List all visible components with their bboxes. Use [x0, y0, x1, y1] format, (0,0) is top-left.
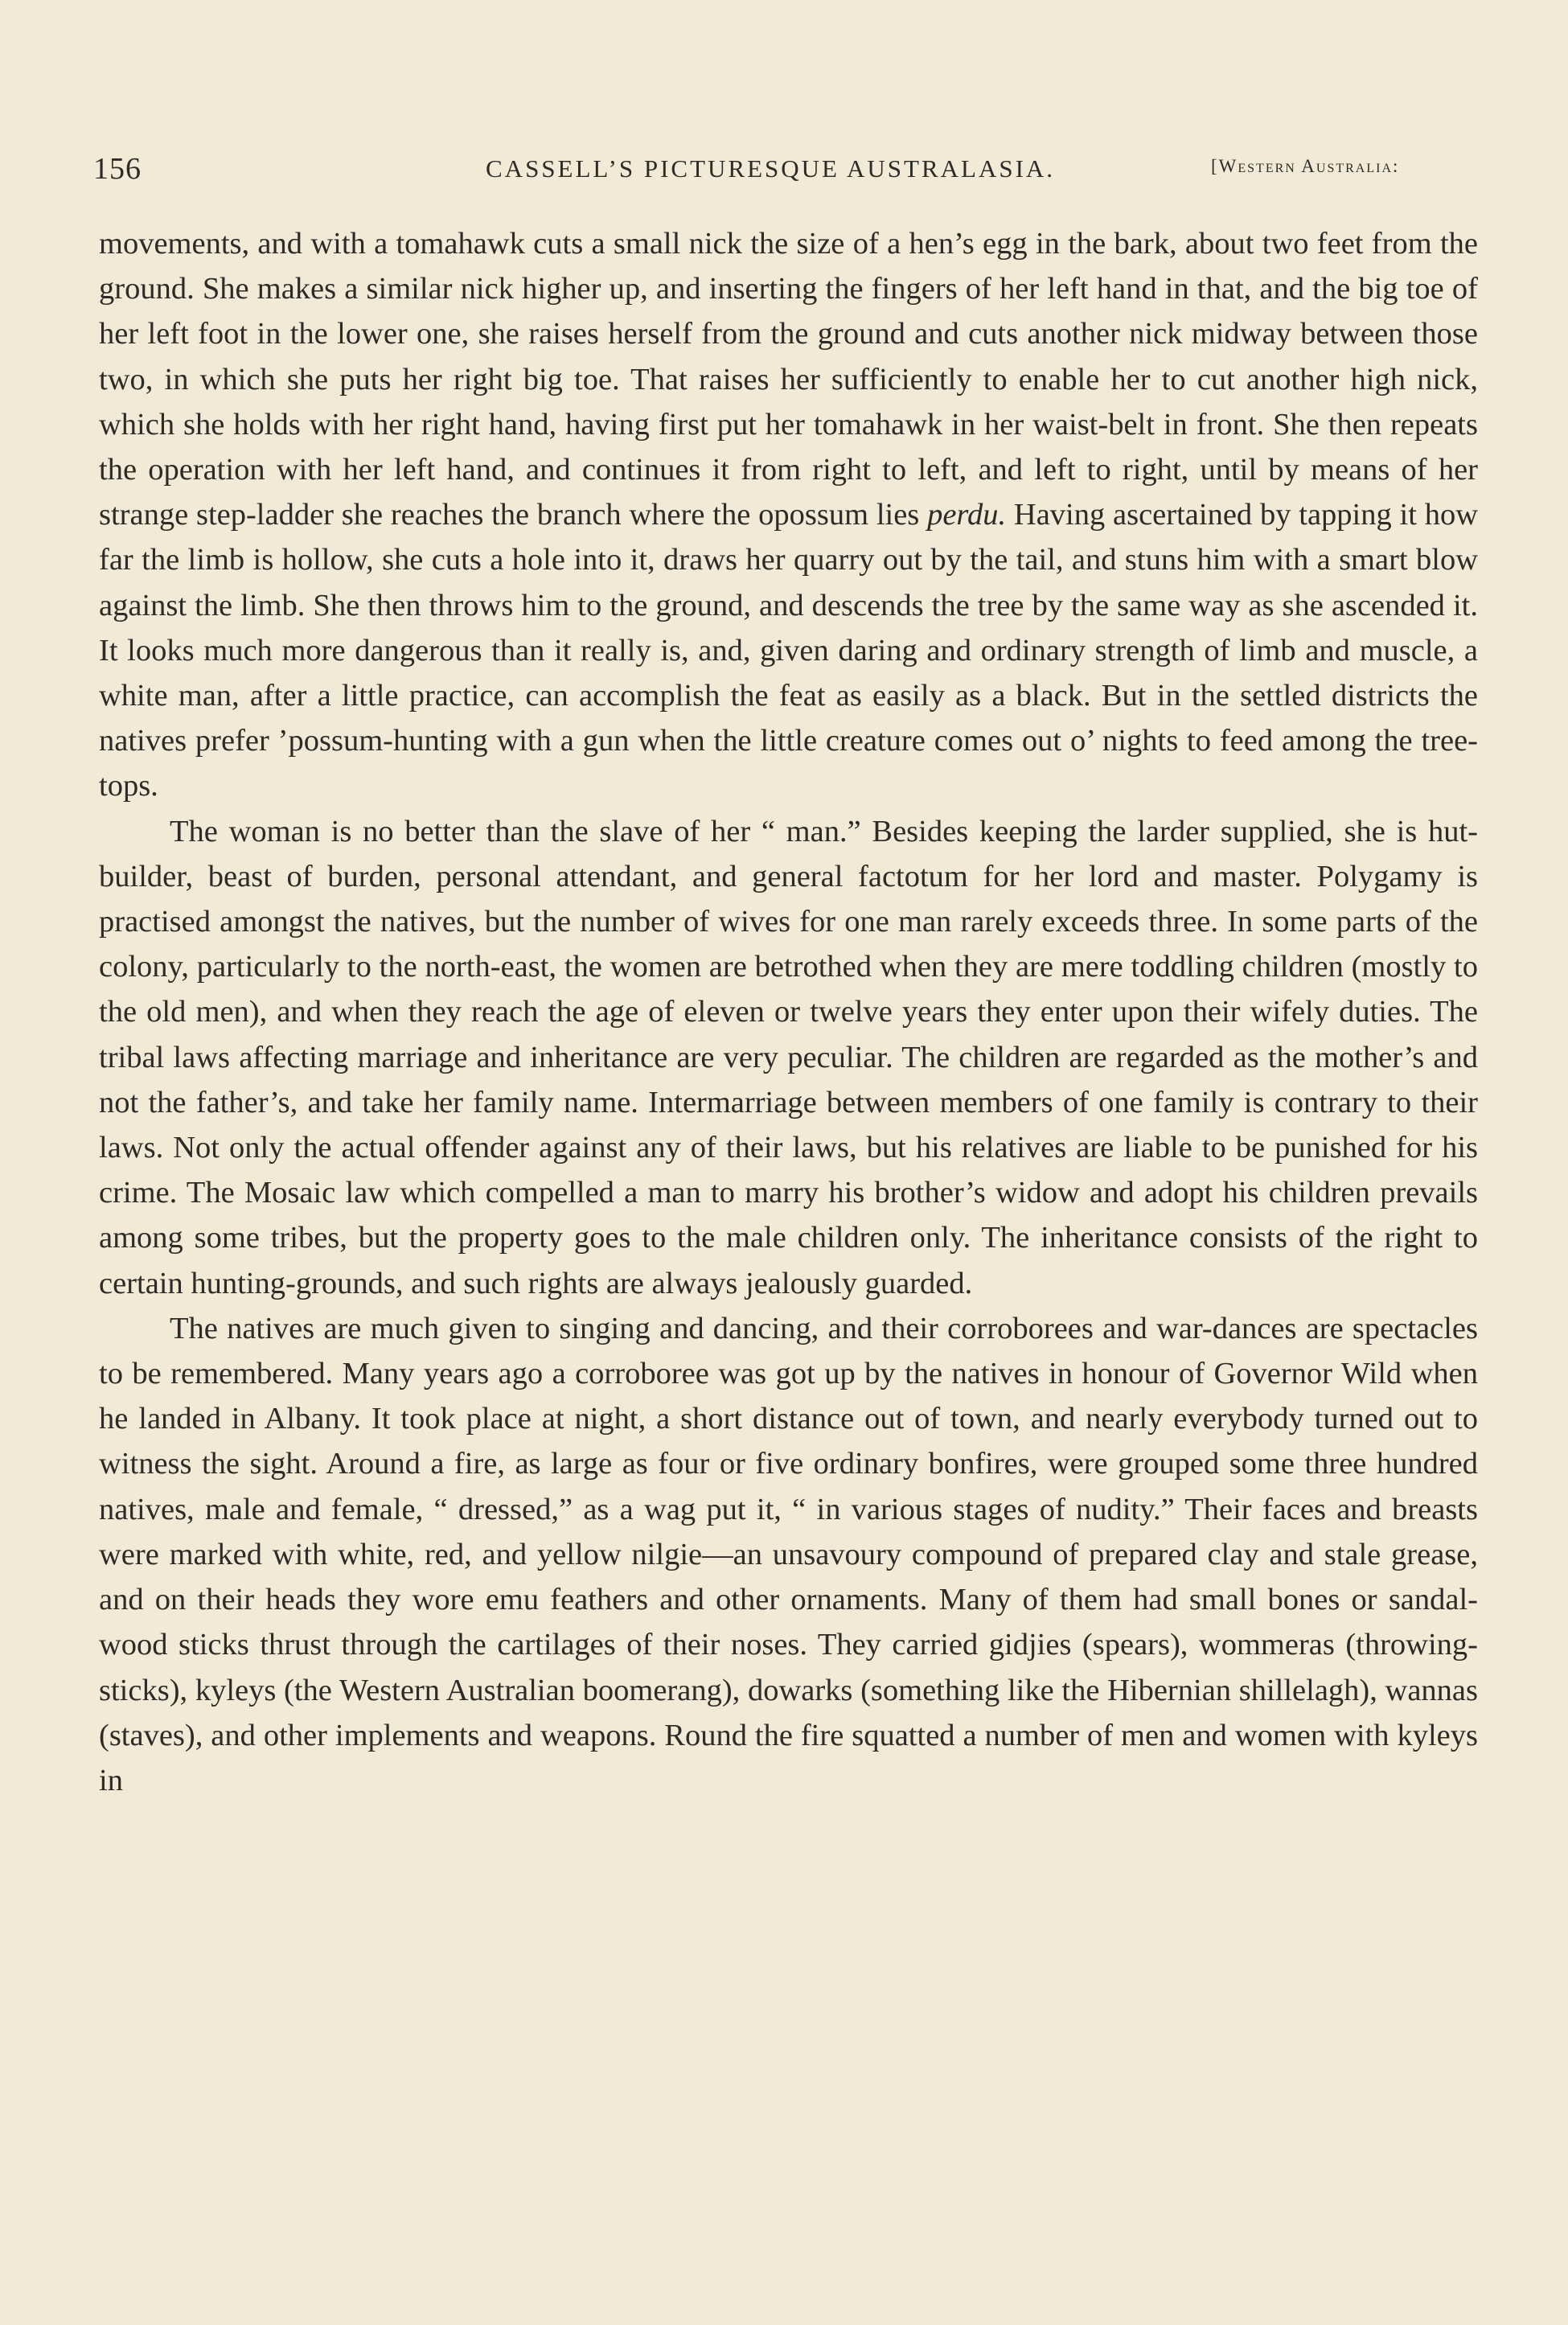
running-head: [93, 151, 1476, 190]
paragraph-1: [99, 221, 1478, 809]
book-title: CASSELL’S PICTURESQUE AUSTRALASIA.: [486, 154, 1056, 183]
body-text: [99, 221, 1478, 1803]
paragraph-2: The woman is no better than the slave of her “ man.” Besides keeping the larder supplied, she is hut-builder, beast of burden, personal attendant, and general factotum for her lord and master. Polygamy is practised amongst the natives, but the number of wives for one man rarely exceeds three. In some parts of the colony, particularly to the north-east, the women are betrothed when they are mere toddling children (mostly to the old men), and when they reach the age of eleven or twelve years they enter upon their wifely duties. The tribal laws affecting marriage and inheritance are very peculiar. The children are regarded as the mother’s and not the father’s, and take her family name. Intermarriage between members of one family is contrary to their laws. Not only the actual offender against any of their laws, but his relatives are liable to be punished for his crime. The Mosaic law which compelled a man to marry his brother’s widow and adopt his children prevails among some tribes, but the property goes to the male children only. The inheritance consists of the right to certain hunting-grounds, and such rights are always jealously guarded.: [99, 814, 1478, 1300]
page-number: 156: [93, 152, 142, 186]
paragraph-1-text-b: Having ascertained by tapping it how far the limb is hollow, she cuts a hole into it, draws her quarry out by the tail, and stuns him with a smart blow against the limb. She then throws him to the ground, and descends the tree by the same way as she ascended it. It looks much more dangerous than it really is, and, given daring and ordinary strength of limb and muscle, a white man, after a little practice, can accomplish the feat as easily as a black. But in the settled districts the natives prefer ’possum-hunting with a gun when the little creature comes out o’ nights to feed among the tree-tops.: [99, 498, 1478, 803]
section-title: [Western Australia:: [1211, 156, 1400, 176]
paragraph-1-text-a: movements, and with a tomahawk cuts a small nick the size of a hen’s egg in the bark, about two feet from the ground. She makes a similar nick higher up, and inserting the fingers of her left hand in that, and the big toe of her left foot in the lower one, she raises herself from the ground and cuts another nick midway between those two, in which she puts her right big toe. That raises her sufficiently to enable her to cut another high nick, which she holds with her right hand, having first put her tomahawk in her waist-belt in front. She then repeats the operation with her left hand, and continues it from right to left, and left to right, until by means of her strange step-ladder she reaches the branch where the opossum lies: [99, 227, 1478, 532]
italic-term: perdu.: [927, 498, 1007, 532]
paragraph-3: The natives are much given to singing and dancing, and their corroborees and war-dances are spectacles to be remembered. Many years ago a corroboree was got up by the natives in honour of Governor Wild when he landed in Albany. It took place at night, a short distance out of town, and nearly everybody turned out to witness the sight. Around a fire, as large as four or five ordinary bonfires, were grouped some three hundred natives, male and female, “ dressed,” as a wag put it, “ in various stages of nudity.” Their faces and breasts were marked with white, red, and yellow nilgie—an unsavoury compound of prepared clay and stale grease, and on their heads they wore emu feathers and other ornaments. Many of them had small bones or sandal-wood sticks thrust through the cartilages of their noses. They carried gidjies (spears), wommeras (throwing-sticks), kyleys (the Western Australian boomerang), dowarks (something like the Hibernian shillelagh), wannas (staves), and other implements and weapons. Round the fire squatted a number of men and women with kyleys in: [99, 1311, 1478, 1797]
